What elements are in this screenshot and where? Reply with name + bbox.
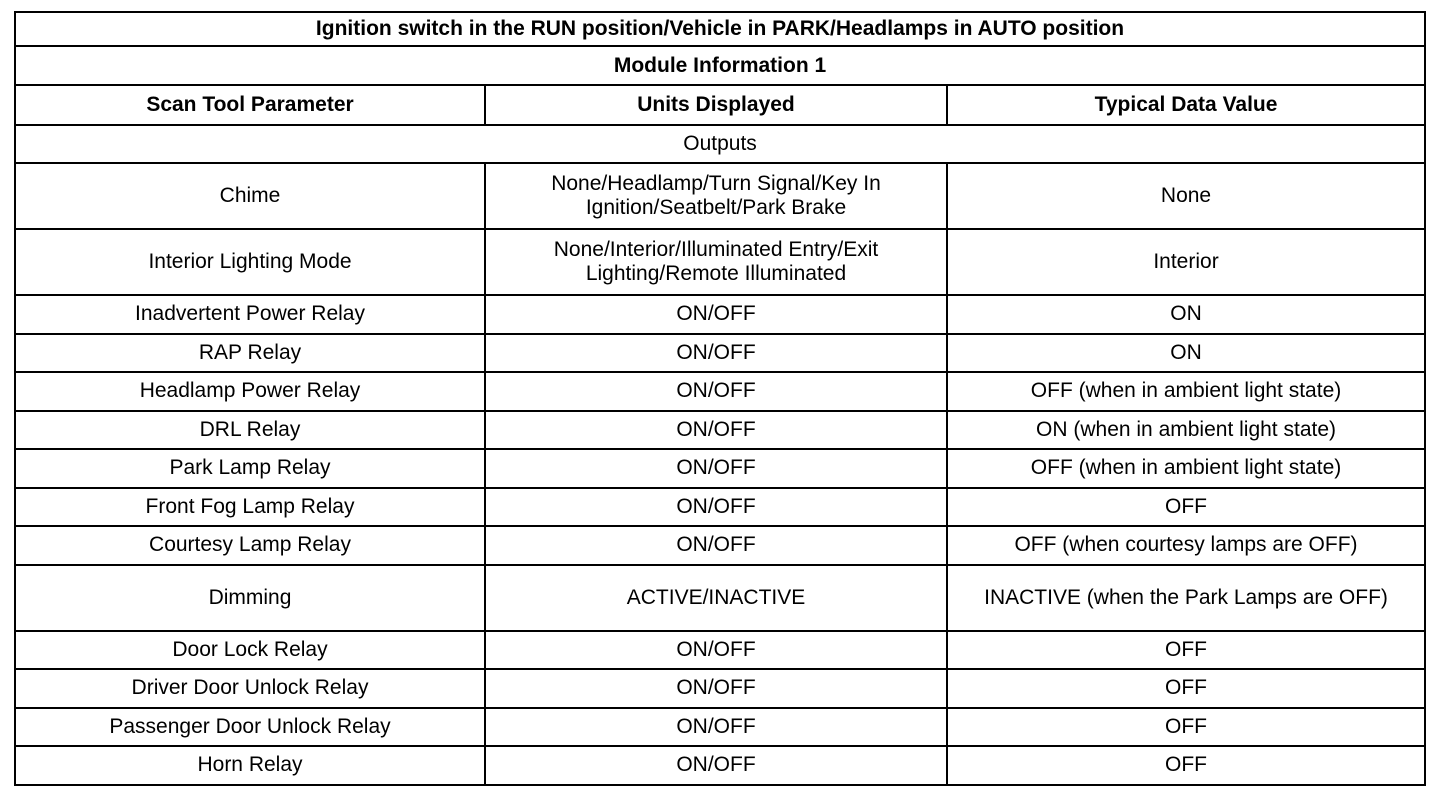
value-cell: OFF (when in ambient light state): [947, 372, 1425, 411]
value-cell: ON: [947, 334, 1425, 373]
units-cell: None/Interior/Illuminated Entry/Exit Lighting/Remote Illuminated: [485, 229, 947, 295]
table-row: [15, 411, 1425, 450]
table-row: [15, 669, 1425, 708]
table-row: [15, 163, 1425, 229]
section-heading: Outputs: [15, 125, 1425, 163]
value-cell: OFF: [947, 631, 1425, 670]
value-cell: OFF: [947, 488, 1425, 527]
value-cell: OFF: [947, 746, 1425, 785]
module-heading: Module Information 1: [15, 46, 1425, 85]
units-cell: ON/OFF: [485, 669, 947, 708]
table-row: [15, 449, 1425, 488]
value-cell: OFF: [947, 669, 1425, 708]
units-cell: ON/OFF: [485, 449, 947, 488]
value-cell: OFF (when courtesy lamps are OFF): [947, 526, 1425, 565]
parameter-cell: Interior Lighting Mode: [15, 229, 485, 295]
units-cell: ON/OFF: [485, 334, 947, 373]
parameter-cell: Driver Door Unlock Relay: [15, 669, 485, 708]
units-cell: ON/OFF: [485, 526, 947, 565]
section-row: [15, 125, 1425, 163]
table-row: [15, 488, 1425, 527]
parameter-cell: Dimming: [15, 565, 485, 631]
table-row: [15, 746, 1425, 785]
table-row: [15, 708, 1425, 747]
table-row: [15, 295, 1425, 334]
units-cell: ON/OFF: [485, 746, 947, 785]
table-row: [15, 372, 1425, 411]
parameter-cell: Inadvertent Power Relay: [15, 295, 485, 334]
parameter-cell: Door Lock Relay: [15, 631, 485, 670]
parameter-cell: Headlamp Power Relay: [15, 372, 485, 411]
units-cell: ACTIVE/INACTIVE: [485, 565, 947, 631]
column-header-typical-value: Typical Data Value: [947, 85, 1425, 125]
parameter-cell: DRL Relay: [15, 411, 485, 450]
units-cell: ON/OFF: [485, 631, 947, 670]
parameter-cell: Passenger Door Unlock Relay: [15, 708, 485, 747]
condition-row: [15, 12, 1425, 46]
value-cell: INACTIVE (when the Park Lamps are OFF): [947, 565, 1425, 631]
table-row: [15, 565, 1425, 631]
condition-heading: Ignition switch in the RUN position/Vehicle in PARK/Headlamps in AUTO position: [15, 12, 1425, 46]
table-row: [15, 526, 1425, 565]
module-row: [15, 46, 1425, 85]
value-cell: ON (when in ambient light state): [947, 411, 1425, 450]
parameter-cell: Front Fog Lamp Relay: [15, 488, 485, 527]
value-cell: ON: [947, 295, 1425, 334]
value-cell: Interior: [947, 229, 1425, 295]
units-cell: None/Headlamp/Turn Signal/Key In Ignition/Seatbelt/Park Brake: [485, 163, 947, 229]
column-header-parameter: Scan Tool Parameter: [15, 85, 485, 125]
scan-tool-data-table: [14, 11, 1426, 786]
table-row: [15, 334, 1425, 373]
value-cell: OFF: [947, 708, 1425, 747]
value-cell: None: [947, 163, 1425, 229]
units-cell: ON/OFF: [485, 488, 947, 527]
table-row: [15, 631, 1425, 670]
parameter-cell: Horn Relay: [15, 746, 485, 785]
value-cell: OFF (when in ambient light state): [947, 449, 1425, 488]
units-cell: ON/OFF: [485, 372, 947, 411]
table-row: [15, 229, 1425, 295]
parameter-cell: RAP Relay: [15, 334, 485, 373]
column-header-units: Units Displayed: [485, 85, 947, 125]
units-cell: ON/OFF: [485, 708, 947, 747]
units-cell: ON/OFF: [485, 411, 947, 450]
units-cell: ON/OFF: [485, 295, 947, 334]
parameter-cell: Courtesy Lamp Relay: [15, 526, 485, 565]
parameter-cell: Chime: [15, 163, 485, 229]
column-header-row: [15, 85, 1425, 125]
scan-tool-data-document: [14, 11, 1424, 786]
parameter-cell: Park Lamp Relay: [15, 449, 485, 488]
